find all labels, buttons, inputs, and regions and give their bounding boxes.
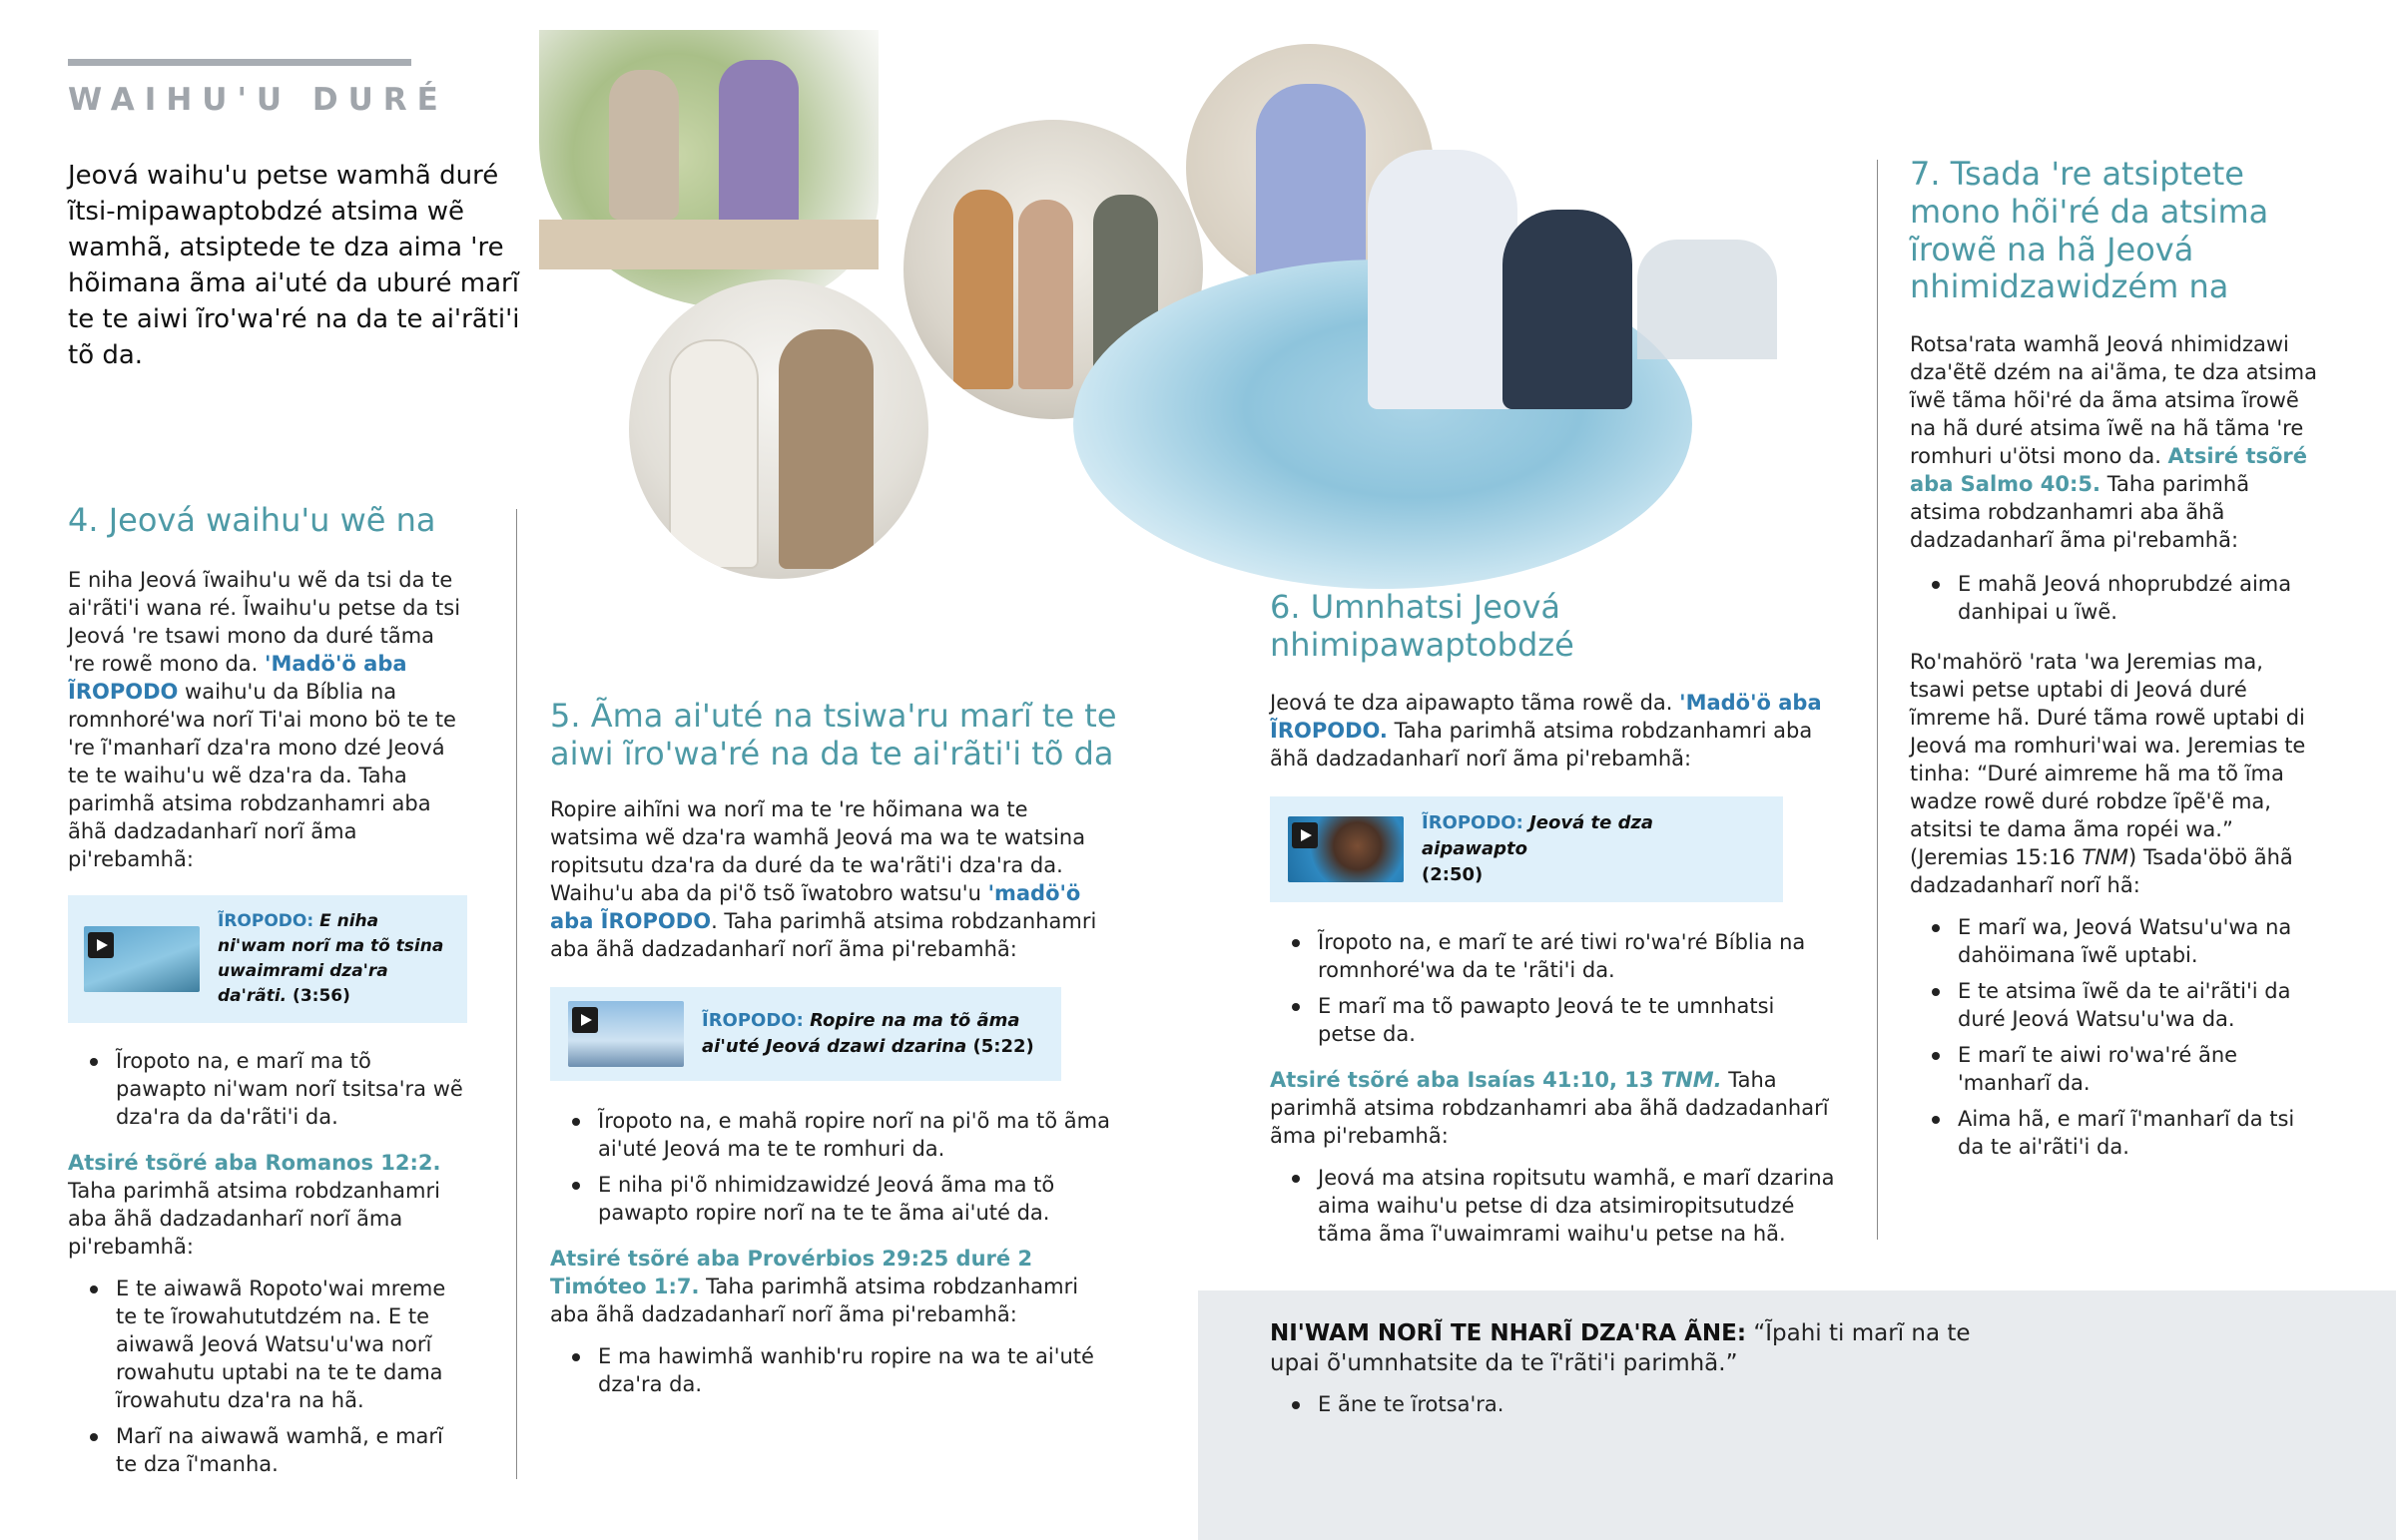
list-item: E mahã Jeová nhoprubdzé aima danhipai u ĩwẽ.	[1910, 570, 2321, 626]
text-run: Taha parimhã atsima robdzanhamri aba ãhã dadzadanharĩ norĩ ãma pi'rebamhã:	[1270, 718, 1813, 770]
video-duration: (3:56)	[293, 985, 350, 1006]
play-icon[interactable]	[88, 932, 114, 958]
list-item: E ãne te ĩrotsa'ra.	[1270, 1390, 2396, 1418]
video-label: ĨROPODO:	[1422, 811, 1523, 833]
list-item: E marĩ wa, Jeová Watsu'u'wa na dahöimana ĩwẽ uptabi.	[1910, 913, 2321, 969]
list-item: Marĩ na aiwawã wamhã, e marĩ te dza ĩ'manha.	[68, 1422, 467, 1478]
video-duration: (5:22)	[972, 1035, 1034, 1057]
video-card[interactable]	[550, 987, 1061, 1081]
text-run: Jeová te dza aipawapto tãma rowẽ da.	[1270, 690, 1680, 715]
list-item: E marĩ ma tõ pawapto Jeová te te umnhatsi petse da.	[1270, 992, 1839, 1048]
video-title: Jeová te dza aipawapto	[1422, 811, 1654, 859]
video-duration: (2:50)	[1422, 863, 1484, 885]
video-thumbnail	[1288, 816, 1404, 882]
play-icon[interactable]	[572, 1007, 598, 1033]
text-run: TNM	[2082, 845, 2129, 869]
person-figure	[719, 60, 799, 230]
text-run: . Taha parimhã atsima robdzanhamri aba ãhã dadzadanharĩ norĩ ãma pi'rebamhã:	[550, 908, 1097, 961]
section-4	[68, 502, 467, 1486]
bullet-list	[550, 1342, 1119, 1398]
scripture-ref[interactable]: TNM.	[1660, 1067, 1722, 1092]
column-divider	[1877, 160, 1878, 1240]
bullet-list	[1910, 913, 2321, 1161]
section-5	[550, 698, 1119, 1406]
bullet-list	[1270, 1164, 1839, 1248]
text-run: waihu'u da Bíblia na romnhoré'wa norĩ Ti'ai mono bö te te 're ĩ'manharĩ dza'ra mono dzé Jeová te te waihu'u wẽ dza'ra da. Taha parimhã atsima robdzanhamri aba ãhã dadzadanharĩ norĩ ãma pi'rebamhã:	[68, 679, 456, 871]
section-heading: 4. Jeová waihu'u wẽ na	[68, 501, 436, 539]
scripture-ref[interactable]: Atsiré tsõré aba Provérbios 29:25 duré 2 Timóteo 1:7.	[550, 1246, 1033, 1298]
scripture-paragraph	[1270, 1066, 1849, 1150]
section-6	[1270, 589, 1849, 1256]
text-run: Taha parimhã atsima robdzanhamri aba ãhã dadzadanharĩ ãma pi'rebamhã:	[1270, 1067, 1829, 1148]
list-item: E te aiwawã Ropoto'wai mreme te te ĩrowahututdzém na. E te aiwawã Jeová Watsu'u'wa norĩ rowahutu uptabi na te te dama ĩrowahutu dza'ra na hã.	[68, 1275, 467, 1414]
person-figure	[779, 329, 874, 569]
person-figure	[669, 339, 759, 569]
text-run: Taha parimhã atsima robdzanhamri aba ãhã dadzadanharĩ ãma pi'rebamhã:	[1910, 472, 2250, 552]
section-7	[1910, 156, 2321, 1169]
workplace-scene-image	[629, 279, 928, 579]
play-icon[interactable]	[1292, 822, 1318, 848]
page-title: WAIHU'U DURÉ	[68, 82, 448, 118]
illustration-group	[519, 20, 1777, 619]
video-caption	[702, 1008, 1043, 1060]
text-run: Ro'mahörö 'rata 'wa Jeremias ma, tsawi petse uptabi di Jeová duré ĩmreme hã. Duré tãma rowẽ uptabi di Jeová ma romhuri'wai wa. Jeremias te tinha: “Duré aimreme hã ma tõ ĩma wadze rowẽ duré robdze ĩpẽ'ẽ ma, atsitsi te dama ãma ropéi wa.” (Jeremias 15:16	[1910, 650, 2306, 869]
text-run: Rotsa'rata wamhã Jeová nhimidzawi dza'ẽtẽ dzém na ai'ãma, te dza atsima ĩwẽ tãma hõi'ré da ãma atsima ĩrowẽ na hã duré atsima ĩwẽ na hã tãma 're romhuri u'ötsi mono da.	[1910, 332, 2317, 468]
scripture-ref[interactable]: Atsiré tsõré aba Salmo 40:5.	[1910, 444, 2308, 496]
text-run: ) Tsada'öbö ãhã dadzadanharĩ norĩ hã:	[1910, 845, 2293, 897]
video-label: ĨROPODO:	[702, 1009, 804, 1031]
bench	[539, 220, 879, 269]
summary-box	[1198, 1290, 2396, 1540]
bullet-list	[550, 1107, 1119, 1227]
summary-quote: “Ĩpahi ti marĩ na te upai õ'umnhatsite da te ĩ'rãti'i parimhã.”	[1270, 1320, 1971, 1376]
person-figure	[1256, 84, 1366, 283]
video-caption	[218, 909, 451, 1009]
bench-scene-image	[539, 30, 879, 309]
person-figure	[1368, 150, 1517, 409]
scripture-paragraph	[68, 1149, 467, 1261]
video-card[interactable]	[68, 895, 467, 1023]
video-label: ĨROPODO:	[218, 910, 314, 931]
video-link[interactable]: 'madö'ö aba ĨROPODO	[550, 880, 1081, 933]
bullet-list	[1910, 570, 2321, 626]
section-paragraph	[68, 566, 467, 873]
section-paragraph	[1270, 689, 1849, 772]
list-item: Aima hã, e marĩ ĩ'manharĩ da tsi da te ai'rãti'i da.	[1910, 1105, 2321, 1161]
column-divider	[516, 509, 517, 1479]
list-item: Jeová ma atsina ropitsutu wamhã, e marĩ dzarina aima waihu'u petse di dza atsimiropitsutudzé tãma ãma ĩ'uwaimrami waihu'u petse na hã.	[1270, 1164, 1839, 1248]
list-item: Ĩropoto na, e marĩ te aré tiwi ro'wa'ré Bíblia na romnhoré'wa da te 'rãti'i da.	[1270, 928, 1839, 984]
person-figure	[1502, 210, 1632, 409]
video-link[interactable]: 'Madö'ö aba ĨROPODO.	[1270, 690, 1822, 743]
list-item: E te atsima ĩwẽ da te ai'rãti'i da duré Jeová Watsu'u'wa da.	[1910, 977, 2321, 1033]
text-run: Taha parimhã atsima robdzanhamri aba ãhã dadzadanharĩ norĩ ãma pi'rebamhã:	[68, 1178, 440, 1259]
bullet-list	[68, 1047, 467, 1131]
text-run: Ropire aihĩni wa norĩ ma te 're hõimana wa te watsima wẽ dza'ra wamhã Jeová ma wa te watsina ropitsutu dza'ra da duré da te wa'rãti'i dza'ra da. Waihu'u aba da pi'õ tsõ ĩwatobro watsu'u	[550, 796, 1086, 905]
section-paragraph	[550, 795, 1119, 963]
section-heading: 7. Tsada 're atsiptete mono hõi'ré da atsima ĩrowẽ na hã Jeová nhimidzawidzém na	[1910, 155, 2269, 306]
summary-label: NI'WAM NORĨ TE NHARĨ DZA'RA ÃNE:	[1270, 1320, 1747, 1346]
list-item: E niha pi'õ nhimidzawidzé Jeová ãma ma tõ pawapto ropire norĩ na te te ãma ai'uté da.	[550, 1171, 1119, 1227]
header-rule	[68, 59, 411, 66]
text-run: E niha Jeová ĩwaihu'u wẽ da tsi da te ai'rãti'i wana ré. Ĩwaihu'u petse da tsi Jeová 're tsawi mono da duré tãma 're rowẽ mono da.	[68, 567, 461, 676]
video-title: Ropire na ma tõ ãma ai'uté Jeová dzawi dzarina	[702, 1009, 1020, 1057]
video-thumbnail	[84, 926, 200, 992]
section-heading: 5. Ãma ai'uté na tsiwa'ru marĩ te te aiwi ĩro'wa'ré na da te ai'rãti'i tõ da	[550, 697, 1117, 772]
section-paragraph	[1910, 648, 2321, 899]
bullet-list	[1270, 928, 1839, 1048]
text-run: Taha parimhã atsima robdzanhamri aba ãhã dadzadanharĩ norĩ ãma pi'rebamhã:	[550, 1274, 1079, 1326]
list-item: E marĩ te aiwi ro'wa'ré ãne 'manharĩ da.	[1910, 1041, 2321, 1097]
video-link[interactable]: 'Madö'ö aba ĨROPODO	[68, 651, 407, 704]
person-figure	[609, 70, 679, 220]
video-caption	[1422, 810, 1765, 888]
intro-text: Jeová waihu'u petse wamhã duré ĩtsi-mipawaptobdzé atsima wẽ wamhã, atsiptede te dza aima 're hõimana ãma ai'uté da uburé marĩ te te aiwi ĩro'wa'ré na da te ai'rãti'i tõ da.	[68, 161, 520, 370]
summary-paragraph	[1270, 1318, 2009, 1378]
crowd-silhouettes	[1637, 240, 1777, 359]
person-figure	[1018, 200, 1073, 389]
video-thumbnail	[568, 1001, 684, 1067]
scripture-ref[interactable]: Atsiré tsõré aba Isaías 41:10, 13	[1270, 1067, 1661, 1092]
list-item: Ĩropoto na, e mahã ropire norĩ na pi'õ ma tõ ãma ai'uté Jeová ma te te romhuri da.	[550, 1107, 1119, 1163]
list-item: Ĩropoto na, e marĩ ma tõ pawapto ni'wam norĩ tsitsa'ra wẽ dza'ra da da'rãti'i da.	[68, 1047, 467, 1131]
list-item: E ma hawimhã wanhib'ru ropire na wa te ai'uté dza'ra da.	[550, 1342, 1119, 1398]
bullet-list	[1270, 1390, 2396, 1418]
section-heading: 6. Umnhatsi Jeová nhimipawaptobdzé	[1270, 588, 1574, 664]
bullet-list	[68, 1275, 467, 1478]
scripture-paragraph	[550, 1245, 1119, 1328]
video-title: E niha ni'wam norĩ ma tõ tsina uwaimrami dza'ra da'rãti.	[218, 910, 444, 1006]
section-paragraph	[1910, 330, 2321, 554]
video-card[interactable]	[1270, 796, 1783, 902]
person-figure	[953, 190, 1013, 389]
scripture-ref[interactable]: Atsiré tsõré aba Romanos 12:2.	[68, 1150, 441, 1175]
